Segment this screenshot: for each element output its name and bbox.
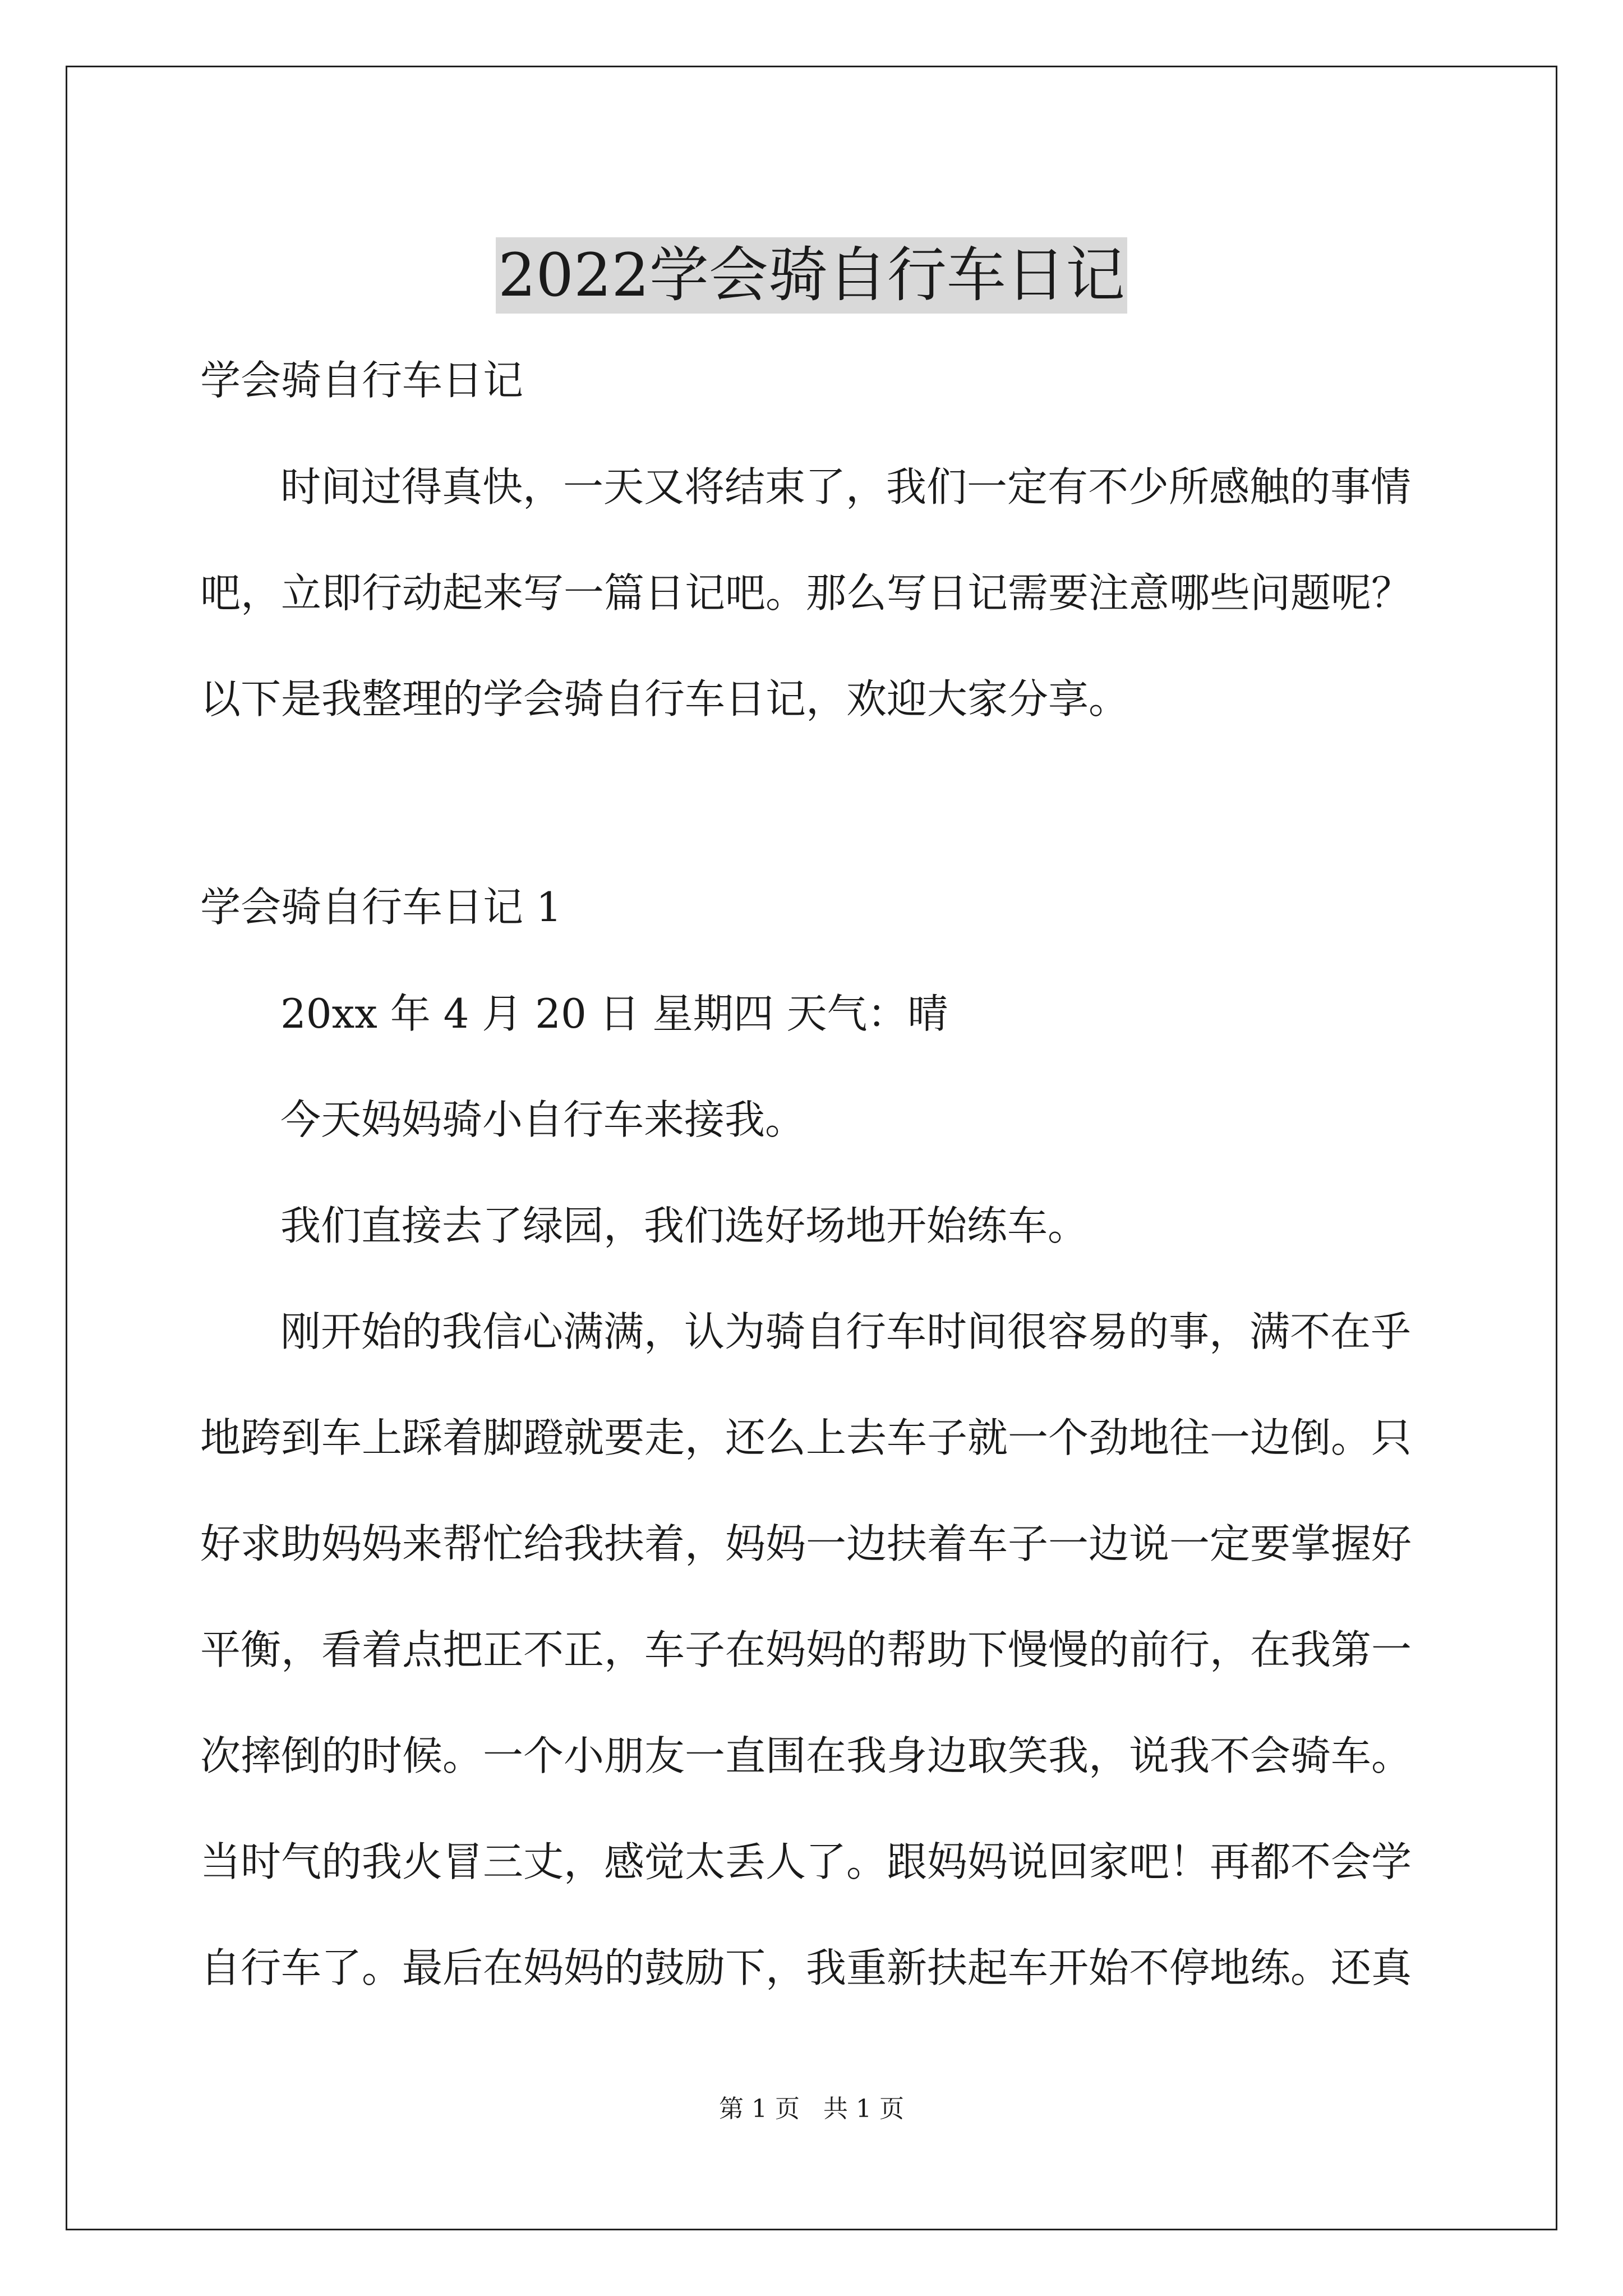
paragraph-line: 以下是我整理的学会骑自行车日记，欢迎大家分享。 bbox=[200, 675, 1129, 723]
paragraph-line: 好求助妈妈来帮忙给我扶着，妈妈一边扶着车子一边说一定要掌握好 bbox=[200, 1520, 1412, 1567]
diary-heading: 学会骑自行车日记 1 bbox=[200, 884, 562, 931]
paragraph-line: 时间过得真快，一天又将结束了，我们一定有不少所感触的事情 bbox=[280, 463, 1412, 510]
paragraph-line: 吧，立即行动起来写一篇日记吧。那么写日记需要注意哪些问题呢？ bbox=[200, 569, 1412, 616]
document-title: 2022学会骑自行车日记 bbox=[496, 237, 1127, 314]
paragraph-line: 地跨到车上踩着脚蹬就要走，还么上去车子就一个劲地往一边倒。只 bbox=[200, 1414, 1412, 1461]
paragraph-line: 我们直接去了绿园，我们选好场地开始练车。 bbox=[280, 1202, 1089, 1249]
page-footer: 第 1 页 共 1 页 bbox=[719, 2095, 904, 2123]
diary-date-line: 20xx 年 4 月 20 日 星期四 天气：晴 bbox=[280, 990, 948, 1037]
paragraph-line: 次摔倒的时候。一个小朋友一直围在我身边取笑我，说我不会骑车。 bbox=[200, 1732, 1412, 1779]
section-heading: 学会骑自行车日记 bbox=[200, 357, 524, 404]
title-container bbox=[0, 197, 1623, 353]
paragraph-line: 今天妈妈骑小自行车来接我。 bbox=[280, 1096, 806, 1143]
paragraph-line: 当时气的我火冒三丈，感觉太丢人了。跟妈妈说回家吧！再都不会学 bbox=[200, 1838, 1412, 1885]
paragraph-line: 自行车了。最后在妈妈的鼓励下，我重新扶起车开始不停地练。还真 bbox=[200, 1944, 1412, 1991]
paragraph-line: 平衡，看着点把正不正，车子在妈妈的帮助下慢慢的前行，在我第一 bbox=[200, 1626, 1412, 1673]
paragraph-line: 刚开始的我信心满满，认为骑自行车时间很容易的事，满不在乎 bbox=[280, 1308, 1412, 1355]
